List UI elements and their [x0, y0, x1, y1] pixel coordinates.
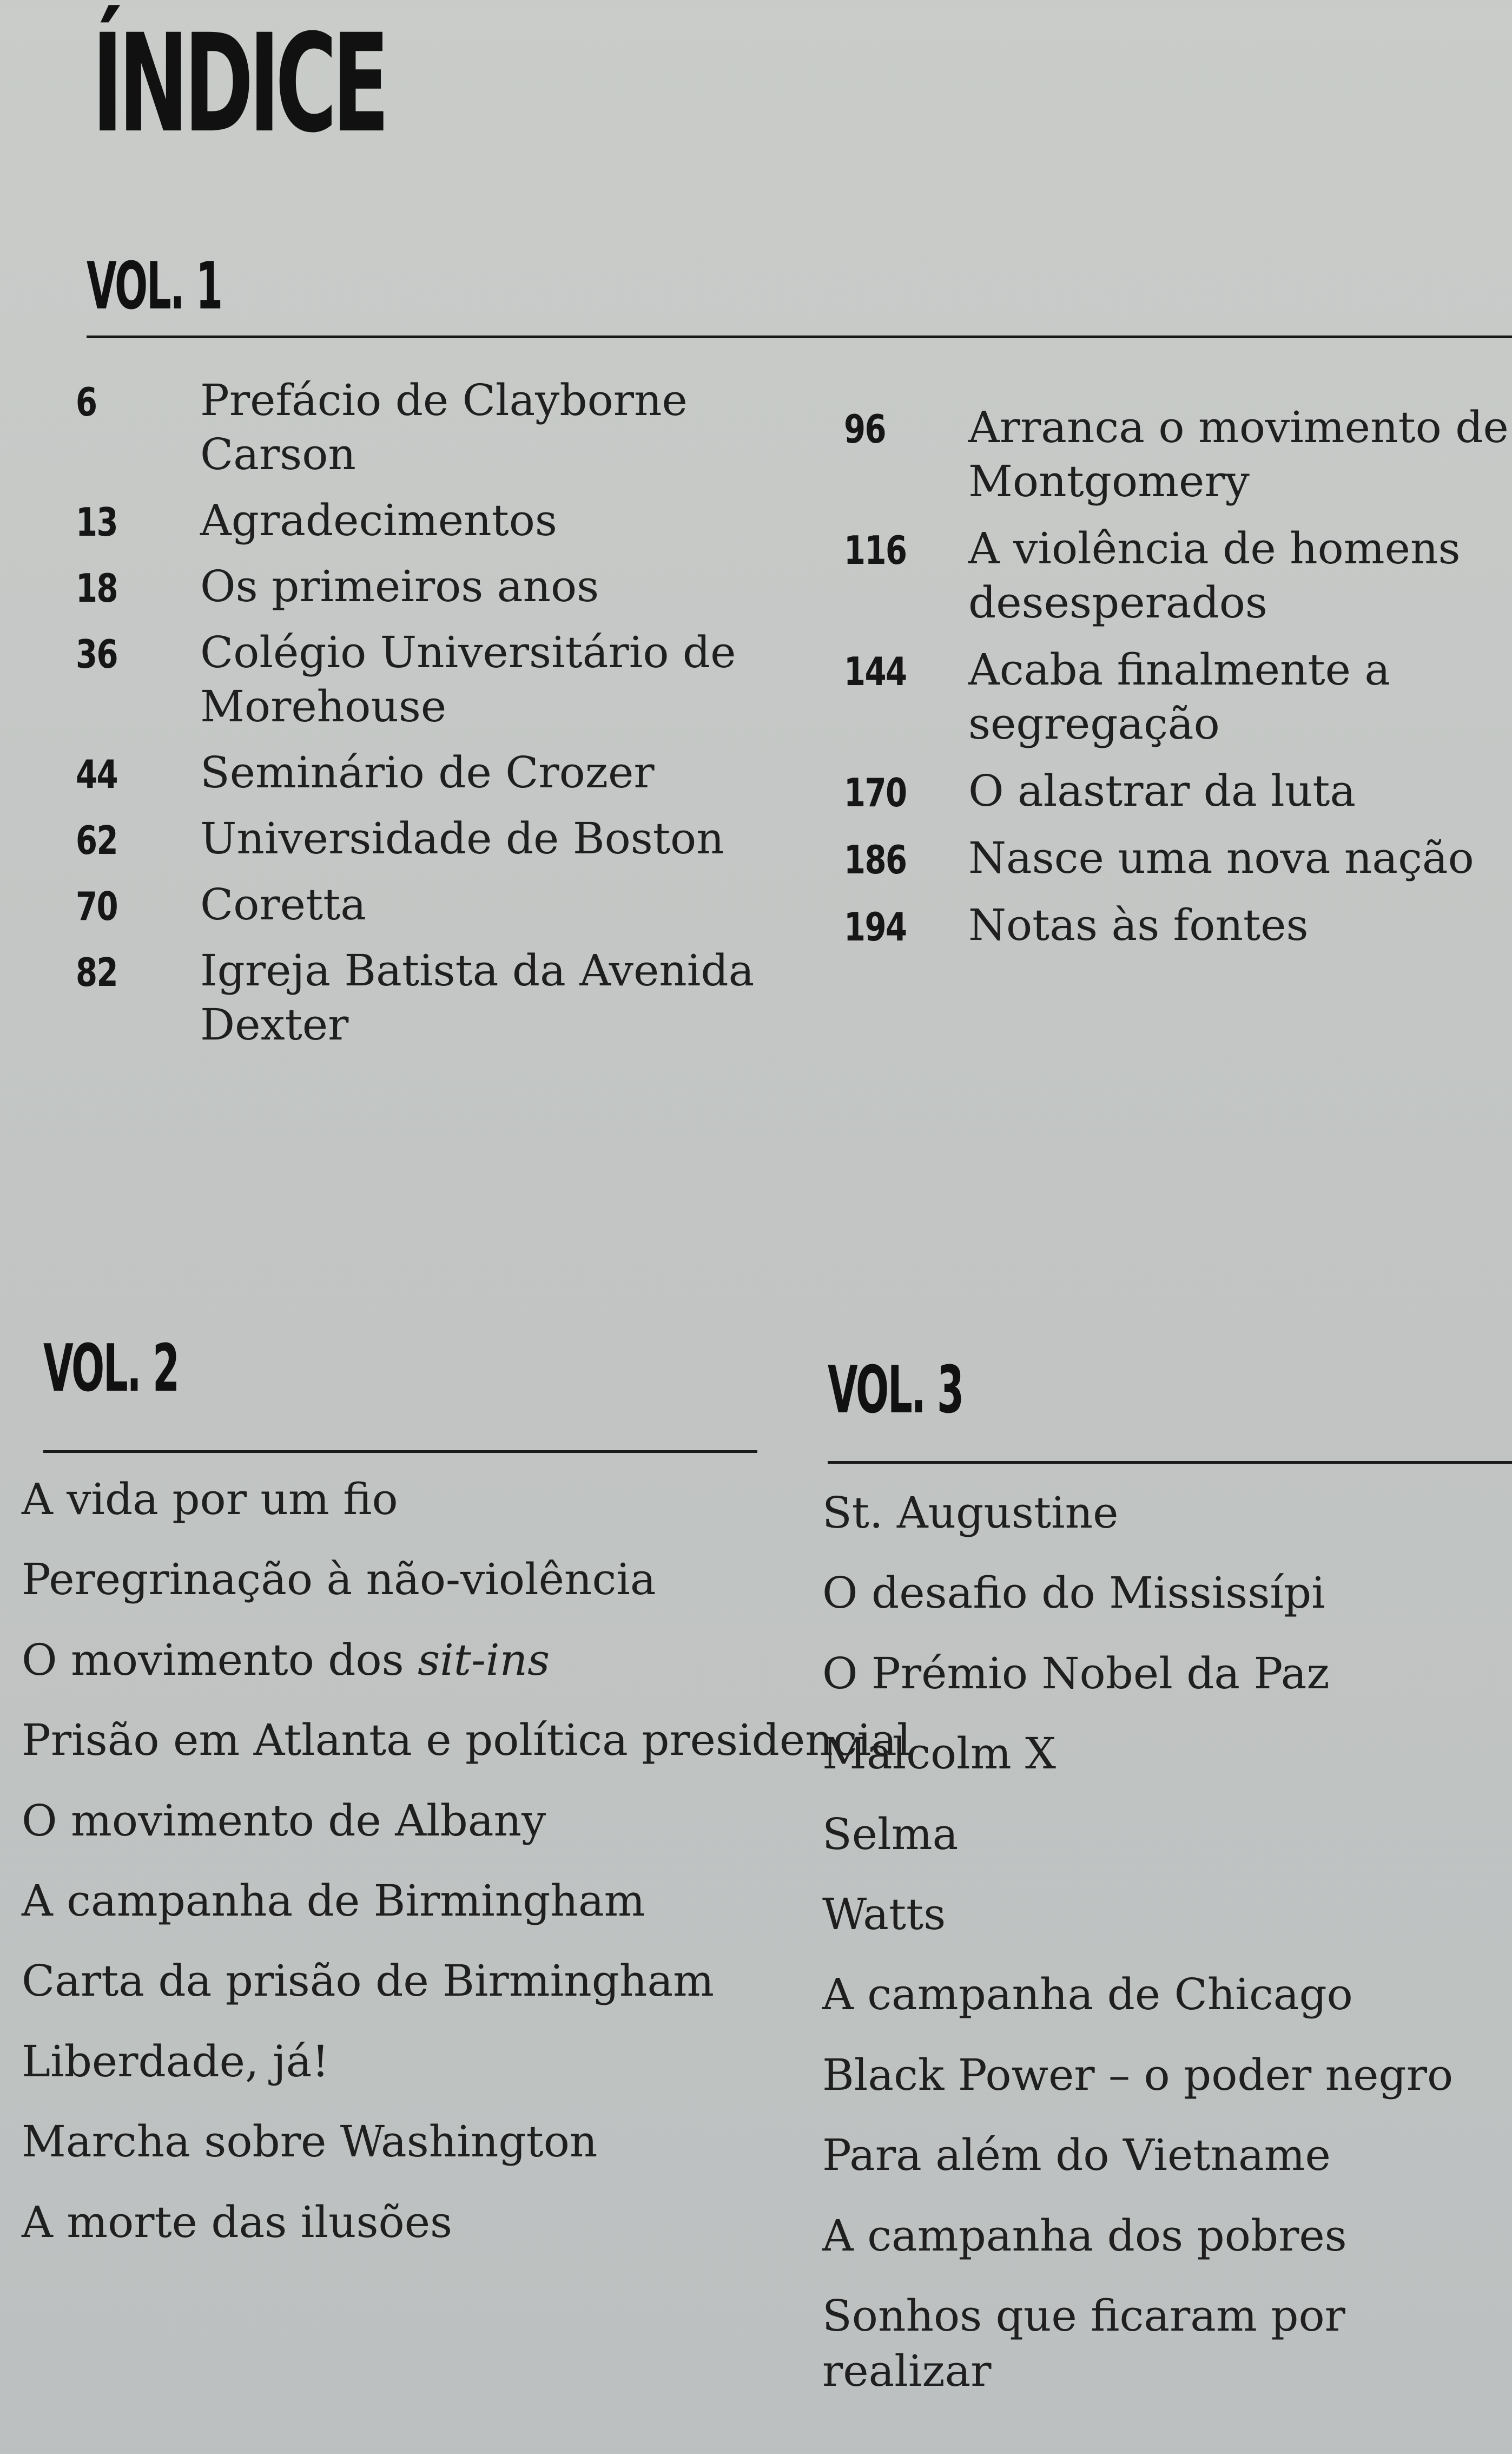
chapter-item: Sonhos que ficaram por realizar — [822, 2290, 1345, 2397]
toc-entry — [76, 373, 806, 482]
toc-entry-title: A violência de homens desesperados — [968, 523, 1461, 628]
toc-page-number: 144 — [844, 649, 907, 694]
toc-page-number: 36 — [76, 631, 117, 677]
toc-entry-title: Universidade de Boston — [200, 813, 724, 864]
vol3-heading: VOL. 3 — [828, 1353, 963, 1428]
vol3-list — [822, 1485, 1512, 2424]
toc-entry-title: Notas às fontes — [968, 900, 1309, 950]
toc-entry-title: O alastrar da luta — [968, 766, 1356, 816]
toc-page-number: 96 — [844, 406, 886, 452]
chapter-item: Watts — [822, 1889, 946, 1939]
chapter-item-text: O movimento dos — [22, 1634, 418, 1685]
toc-entry — [844, 831, 1512, 885]
toc-entry-title: Acaba finalmente a segregação — [968, 644, 1391, 749]
toc-page-number: 116 — [844, 528, 907, 573]
chapter-item: A morte das ilusões — [22, 2196, 453, 2247]
toc-page-number: 70 — [76, 884, 117, 929]
chapter-item: Carta da prisão de Birmingham — [22, 1956, 714, 2006]
toc-entry — [76, 944, 806, 1052]
chapter-item: A campanha de Birmingham — [22, 1875, 645, 1926]
chapter-item: Prisão em Atlanta e política presidencial — [22, 1715, 911, 1766]
toc-page-number: 170 — [844, 770, 907, 815]
vol1-right-column — [844, 400, 1512, 965]
chapter-item: Malcolm X — [822, 1728, 1056, 1779]
toc-entry — [844, 643, 1512, 751]
vol2-rule — [43, 1450, 757, 1453]
chapter-item: Liberdade, já! — [22, 2036, 329, 2087]
vol2-heading: VOL. 2 — [43, 1331, 179, 1406]
chapter-item: A campanha de Chicago — [822, 1969, 1353, 2020]
toc-entry-title: Igreja Batista da Avenida Dexter — [200, 945, 755, 1050]
toc-entry — [76, 812, 806, 866]
vol1-rule — [87, 335, 1512, 338]
toc-page-number: 62 — [76, 818, 117, 863]
toc-entry-title: Os primeiros anos — [200, 561, 599, 611]
toc-entry-title: Seminário de Crozer — [200, 747, 655, 798]
toc-entry-title: Prefácio de Clayborne Carson — [200, 375, 688, 479]
toc-entry-title: Nasce uma nova nação — [968, 833, 1474, 883]
toc-entry — [844, 898, 1512, 952]
toc-entry-title: Coretta — [200, 879, 366, 930]
chapter-item: O Prémio Nobel da Paz — [822, 1648, 1330, 1699]
chapter-item: Para além do Vietname — [822, 2130, 1331, 2181]
vol1-left-column — [76, 373, 806, 1064]
chapter-item: Black Power – o poder negro — [822, 2049, 1454, 2100]
toc-entry — [76, 560, 806, 614]
toc-entry — [76, 494, 806, 548]
toc-page-number: 13 — [76, 499, 117, 545]
toc-page-number: 194 — [844, 904, 907, 950]
chapter-item: Peregrinação à não-violência — [22, 1554, 656, 1605]
toc-page-number: 18 — [76, 565, 117, 611]
toc-entry — [76, 878, 806, 932]
chapter-item: Selma — [822, 1808, 959, 1859]
chapter-item-italic: sit-ins — [418, 1634, 550, 1685]
chapter-item: A campanha dos pobres — [822, 2210, 1347, 2261]
chapter-item: A vida por um fio — [22, 1474, 398, 1524]
chapter-item: O movimento de Albany — [22, 1795, 546, 1846]
toc-entry — [76, 626, 806, 734]
toc-page-number: 82 — [76, 950, 117, 995]
chapter-item — [22, 1633, 910, 1688]
chapter-item: St. Augustine — [822, 1488, 1119, 1538]
chapter-item: O desafio do Mississípi — [822, 1568, 1325, 1619]
toc-page-number: 6 — [76, 379, 97, 425]
page-title: ÍNDICE — [92, 5, 385, 162]
toc-entry-title: Colégio Universitário de Morehouse — [200, 627, 736, 732]
vol3-rule — [828, 1461, 1512, 1464]
chapter-item: Marcha sobre Washington — [22, 2116, 598, 2167]
toc-entry — [844, 400, 1512, 509]
vol1-heading: VOL. 1 — [87, 249, 222, 324]
toc-entry-title: Arranca o movimento de Montgomery — [968, 402, 1509, 506]
toc-entry — [844, 764, 1512, 818]
toc-page-number: 44 — [76, 752, 117, 797]
toc-entry-title: Agradecimentos — [200, 495, 557, 545]
vol2-list — [22, 1472, 910, 2275]
toc-page-number: 186 — [844, 837, 907, 883]
toc-entry — [844, 522, 1512, 630]
toc-entry — [76, 746, 806, 800]
